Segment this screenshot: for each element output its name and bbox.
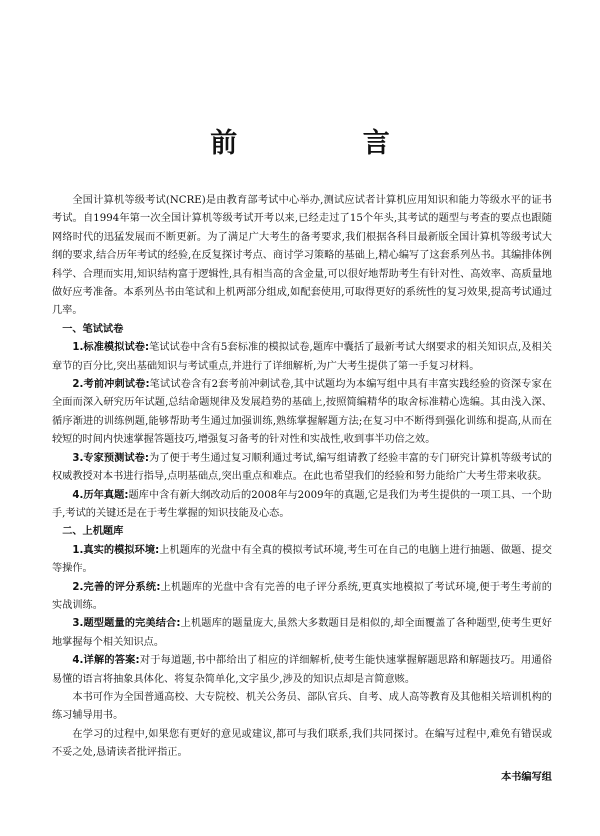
signature: 本书编写组	[501, 771, 552, 783]
item-text: 笔试试卷中含有5套标准的模拟试卷,题库中囊括了最新考试大纲要求的相关知识点,及相关章节的百分比,突出基础知识与考试重点,并进行了详细解析,为广大考生提供了第一手复习材料。	[52, 342, 552, 372]
item-lead: 2.考前冲刺试卷:	[72, 379, 150, 391]
item-lead: 3.专家预测试卷:	[72, 452, 149, 464]
item-lead: 1.标准模拟试卷:	[72, 342, 150, 354]
item-text: 笔试试卷含有2套考前冲刺试卷,其中试题均为本编写组中具有丰富实践经验的资深专家在全面而深入研究历年试题,总结命题规律及发展趋势的基础上,按照简编精华的取舍标准精心选编。其由浅入深、循序渐进的训练例题,能够帮助考生通过加强训练,熟练掌握解题方法;在复习中不断得到强化训练和提高,从而在较短的时间内快速掌握答题技巧,增强复习备考的针对性和实战性,收到事半功倍之效。	[52, 379, 552, 446]
item-lead: 4.历年真题:	[72, 489, 129, 501]
item-text: 为了便于考生通过复习顺利通过考试,编写组请教了经验丰富的专门研究计算机等级考试的权威教授对本书进行指导,点明基础点,突出重点和难点。在此也希望我们的经验和努力能给广大考生带来收获。	[52, 452, 552, 483]
preface-body	[52, 192, 552, 787]
intro-paragraph: 全国计算机等级考试(NCRE)是由教育部考试中心举办,测试应试者计算机应用知识和能力等级水平的证书考试。自1994年第一次全国计算机等级考试开考以来,已经走过了15个年头,其考试的题型与考查的要点也跟随网络时代的迅猛发展而不断更新。为了满足广大考生的备考要求,我们根据各科目最新版全国计算机等级考试大纲的要求,结合历年考试的经验,在反复探讨考点、商讨学习策略的基础上,精心编写了这套系列丛书。其编排体例科学、合理而实用,知识结构富于逻辑性,具有相当高的含金量,可以很好地帮助考生有针对性、高效率、高质量地做好应考准备。本系列丛书由笔试和上机两部分组成,如配套使用,可取得更好的系统性的复习效果,提高考试通过几率。	[52, 195, 552, 317]
item-lead: 1.真实的模拟环境:	[72, 544, 160, 556]
list-item	[52, 376, 552, 450]
item-text: 题库中含有新大纲改动后的2008年与2009年的真题,它是我们为考生提供的一项工具、一个助手,考试的关键还是在于考生掌握的知识技能及心态。	[52, 489, 552, 519]
item-text: 上机题库的光盘中含有完善的电子评分系统,更真实地模拟了考试环境,便于考生考前的实战训练。	[52, 581, 552, 611]
contact-paragraph: 在学习的过程中,如果您有更好的意见或建议,都可与我们联系,我们共同探讨。在编写过程中,难免有错误或不妥之处,恳请读者批评指正。	[52, 728, 552, 759]
item-text: 上机题库的光盘中有全真的模拟考试环境,考生可在自己的电脑上进行抽题、做题、提交等操作。	[52, 544, 552, 575]
item-lead: 2.完善的评分系统:	[72, 581, 161, 593]
list-item	[52, 487, 552, 524]
list-item	[52, 339, 552, 376]
audience-paragraph: 本书可作为全国普通高校、大专院校、机关公务员、部队官兵、自考、成人高等教育及其他相关培训机构的练习辅导用书。	[52, 691, 552, 722]
list-item	[52, 450, 552, 487]
list-item	[52, 542, 552, 579]
list-item	[52, 615, 552, 652]
list-item	[52, 579, 552, 616]
item-lead: 4.详解的答案:	[72, 655, 140, 667]
item-text: 上机题库的题量庞大,虽然大多数题目是相似的,却全面覆盖了各种题型,使考生更好地掌握每个相关知识点。	[52, 618, 552, 648]
section-heading-computer: 二、上机题库	[62, 526, 124, 538]
item-text: 对于每道题,书中都给出了相应的详细解析,使考生能快速掌握解题思路和解题技巧。用通俗易懂的语言将抽象具体化、将复杂简单化,文字虽少,涉及的知识点却是言简意赅。	[52, 655, 552, 685]
item-lead: 3.题型题量的完美结合:	[72, 618, 181, 630]
list-item	[52, 652, 552, 689]
page-title: 前 言	[210, 128, 448, 159]
section-heading-written: 一、笔试试卷	[62, 323, 124, 335]
